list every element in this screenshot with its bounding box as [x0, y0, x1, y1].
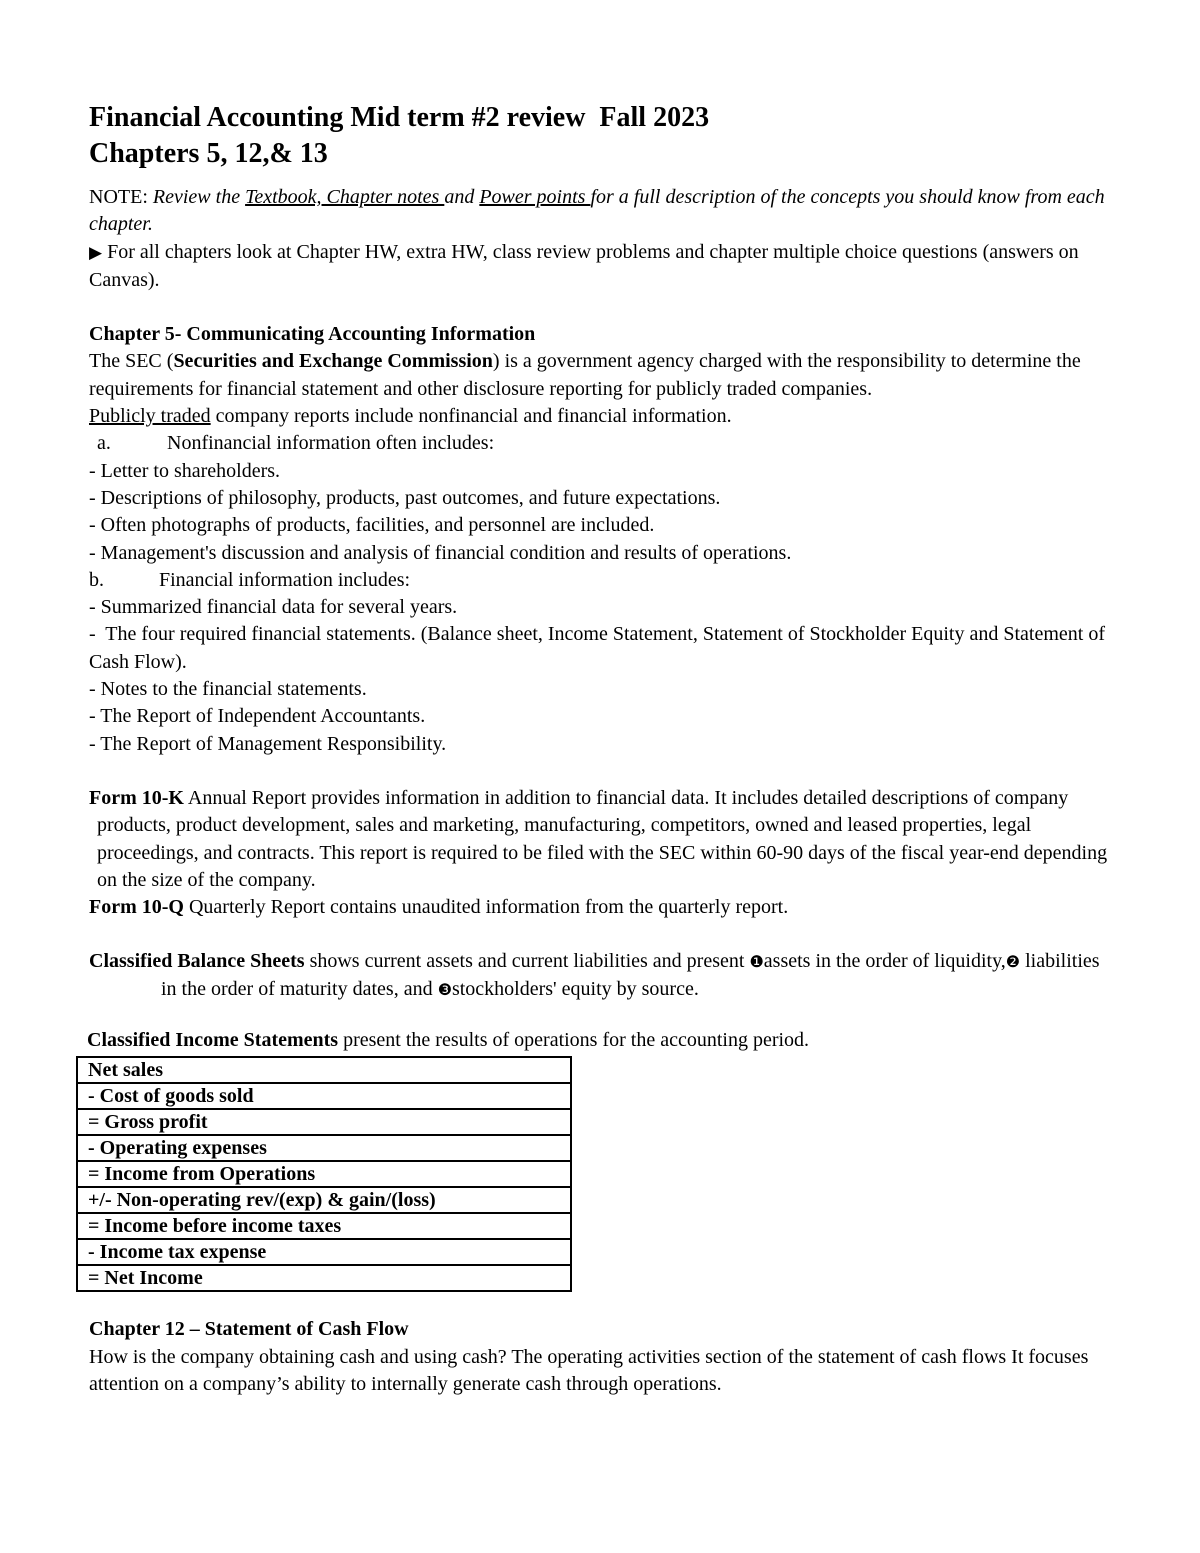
note-text-2: and: [444, 186, 480, 208]
document-page: [89, 100, 1119, 1398]
number-one-icon: ❶: [749, 952, 764, 972]
cis-text: present the results of operations for the accounting period.: [338, 1029, 810, 1052]
form10q-text: Quarterly Report contains unaudited information from the quarterly report.: [183, 896, 789, 919]
table-row: [77, 1213, 571, 1239]
note-colon: :: [142, 186, 153, 208]
public-paragraph: [89, 403, 1119, 430]
cbs-text-1: shows current assets and current liabilities and present: [304, 950, 750, 973]
table-row: [77, 1083, 571, 1109]
sec-bold: Securities and Exchange Commission: [173, 350, 493, 373]
note-text-1: Review the: [152, 186, 246, 208]
table-row: [77, 1135, 571, 1161]
list-text-a: Nonfinancial information often includes:: [167, 432, 495, 455]
form10q-label: Form 10-Q: [89, 896, 184, 919]
table-cell: = Net Income: [77, 1265, 571, 1291]
list-item: - Notes to the financial statements.: [89, 678, 367, 701]
table-cell: +/- Non-operating rev/(exp) & gain/(loss): [77, 1187, 571, 1213]
list-item: - Letter to shareholders.: [89, 459, 281, 482]
public-underlined: Publicly traded: [89, 405, 211, 428]
table-row: [77, 1161, 571, 1187]
table-row: [77, 1109, 571, 1135]
note-link-powerpoints[interactable]: Power points: [479, 186, 591, 208]
form10q-paragraph: [89, 894, 1119, 921]
note-paragraph: [89, 184, 1119, 239]
table-row: [77, 1057, 571, 1083]
table-cell: - Cost of goods sold: [77, 1083, 571, 1109]
table-cell: = Gross profit: [77, 1109, 571, 1135]
table-row: [77, 1265, 571, 1291]
note-label: NOTE: [89, 186, 143, 208]
list-item: - The Report of Independent Accountants.: [89, 705, 426, 728]
table-cell: - Income tax expense: [77, 1239, 571, 1265]
table-cell: = Income from Operations: [77, 1161, 571, 1187]
note-link-textbook[interactable]: Textbook, Chapter notes: [245, 186, 445, 208]
table-row: [77, 1239, 571, 1265]
list-marker-b: b.: [89, 568, 104, 591]
list-item: - Descriptions of philosophy, products, past outcomes, and future expectations.: [89, 486, 721, 509]
sec-post: ) is a government agency charged with the responsibility to determine the requirements for financial statement and other disclosure reporting for publicly traded companies.: [89, 350, 1081, 400]
cbs-label: Classified Balance Sheets: [89, 950, 305, 973]
cbs-text-3: liabilities in the order of maturity dates, and: [161, 950, 1100, 1000]
note-bullet: [89, 239, 1119, 295]
table-cell: - Operating expenses: [77, 1135, 571, 1161]
list-marker-a: a.: [97, 432, 111, 455]
sec-pre: The SEC (: [89, 350, 174, 373]
form10k-label: Form 10-K: [89, 786, 184, 809]
list-item: - Management's discussion and analysis of financial condition and results of operations.: [89, 541, 792, 564]
triangle-bullet-icon: ▶: [89, 242, 103, 263]
list-item: - Often photographs of products, facilities, and personnel are included.: [89, 514, 655, 537]
list-item: - The four required financial statements. (Balance sheet, Income Statement, Statement of Stockholder Equity and Statement of Cash Flow).: [89, 623, 1110, 673]
nonfinancial-list: [89, 458, 1119, 567]
number-two-icon: ❷: [1005, 952, 1021, 972]
chapter12-text: How is the company obtaining cash and using cash? The operating activities section of the statement of cash flows It focuses attention on a company’s ability to internally generate cash through operations.: [89, 1345, 1089, 1395]
list-item-a: [89, 430, 1119, 457]
classified-income-paragraph: [87, 1027, 1119, 1054]
table-cell: Net sales: [77, 1057, 571, 1083]
list-item: - Summarized financial data for several years.: [89, 596, 458, 619]
title-line-1: Financial Accounting Mid term #2 review Fall 2023: [89, 102, 710, 133]
document-title: [89, 100, 1119, 172]
note-bullet-text: For all chapters look at Chapter HW, extra HW, class review problems and chapter multiple choice questions (answers on Canvas).: [89, 240, 1084, 291]
public-rest: company reports include nonfinancial and financial information.: [210, 405, 732, 428]
list-item: - The Report of Management Responsibility.: [89, 732, 447, 755]
list-item-b: [89, 567, 1119, 594]
chapter12-heading: Chapter 12 – Statement of Cash Flow: [89, 1318, 409, 1341]
income-statement-table: [76, 1056, 572, 1292]
financial-list: [89, 594, 1119, 758]
cis-label: Classified Income Statements: [87, 1029, 339, 1052]
number-three-icon: ❸: [437, 979, 452, 999]
title-line-2: Chapters 5, 12,& 13: [89, 138, 328, 169]
table-cell: = Income before income taxes: [77, 1213, 571, 1239]
cbs-text-4: stockholders' equity by source.: [451, 977, 699, 1000]
form10k-text: Annual Report provides information in addition to financial data. It includes detailed descriptions of company products, product development, sales and marketing, manufacturing, competitors, owned and leased properties, legal proceedings, and contracts. This report is required to be filed with the SEC within 60-90 days of the fiscal year-end depending on the size of the company.: [97, 786, 1108, 891]
cbs-text-2: assets in the order of liquidity,: [763, 950, 1006, 973]
classified-balance-paragraph: [89, 948, 1119, 1003]
form10k-paragraph: [89, 785, 1119, 894]
sec-paragraph: [89, 348, 1119, 403]
list-text-b: Financial information includes:: [159, 568, 411, 591]
table-row: [77, 1187, 571, 1213]
chapter5-heading: Chapter 5- Communicating Accounting Information: [89, 323, 536, 346]
note-text-3: for a full description of the concepts you should know from each chapter.: [89, 186, 1105, 236]
